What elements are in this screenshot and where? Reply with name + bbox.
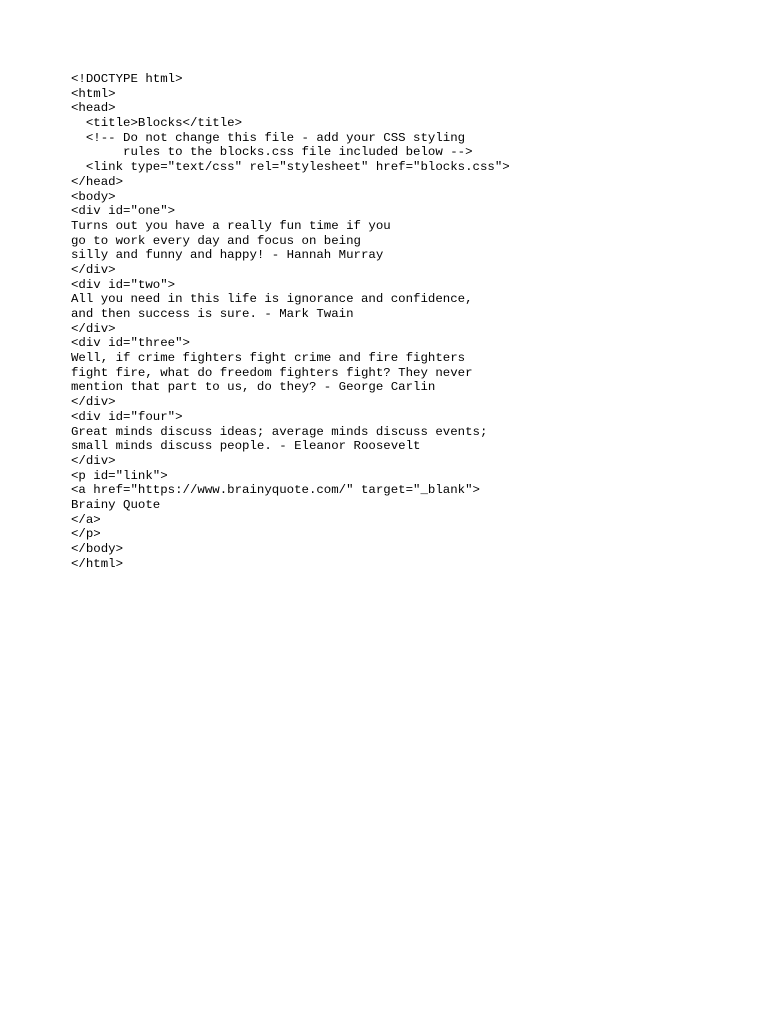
quote-line: mention that part to us, do they? - George Carlin <box>71 380 436 395</box>
quote-line: and then success is sure. - Mark Twain <box>71 307 354 321</box>
code-line: <!DOCTYPE html> <box>71 72 183 86</box>
code-line: </html> <box>71 556 124 571</box>
code-line: <title>Blocks</title> <box>71 116 243 131</box>
quote-line: Turns out you have a really fun time if you <box>71 218 391 233</box>
code-line: </div> <box>71 395 116 410</box>
code-line: <div id="one"> <box>71 204 176 219</box>
code-line: </head> <box>71 174 124 189</box>
code-line: </div> <box>71 262 116 277</box>
quote-line: Well, if crime fighters fight crime and fire fighters <box>71 351 466 366</box>
code-line: Brainy Quote <box>71 497 161 512</box>
quote-line: fight fire, what do freedom fighters fight? They never <box>71 365 473 380</box>
source-code-document <box>71 72 751 571</box>
code-line: rules to the blocks.css file included below --> <box>71 145 473 160</box>
code-line: </div> <box>71 453 116 468</box>
quote-line: go to work every day and focus on being <box>71 233 361 248</box>
code-line: <p id="link"> <box>71 468 168 483</box>
code-line: <html> <box>71 86 116 101</box>
code-line: <!-- Do not change this file - add your CSS styling <box>71 130 466 145</box>
quote-line: All you need in this life is ignorance and confidence, <box>71 292 473 307</box>
code-line: </a> <box>71 512 101 527</box>
code-line: <link type="text/css" rel="stylesheet" href="blocks.css"> <box>71 160 510 175</box>
quote-line: small minds discuss people. - Eleanor Roosevelt <box>71 439 421 454</box>
quote-line: Great minds discuss ideas; average minds discuss events; <box>71 424 488 439</box>
quote-line: silly and funny and happy! - Hannah Murray <box>71 248 384 263</box>
code-line: <body> <box>71 189 116 204</box>
code-line: <a href="https://www.brainyquote.com/" target="_blank"> <box>71 483 480 498</box>
code-line: </p> <box>71 527 101 542</box>
code-line: <div id="three"> <box>71 336 190 351</box>
code-line: <div id="four"> <box>71 409 183 424</box>
code-line: </body> <box>71 542 124 556</box>
code-line: </div> <box>71 321 116 336</box>
code-line: <div id="two"> <box>71 277 176 292</box>
code-line: <head> <box>71 101 116 116</box>
